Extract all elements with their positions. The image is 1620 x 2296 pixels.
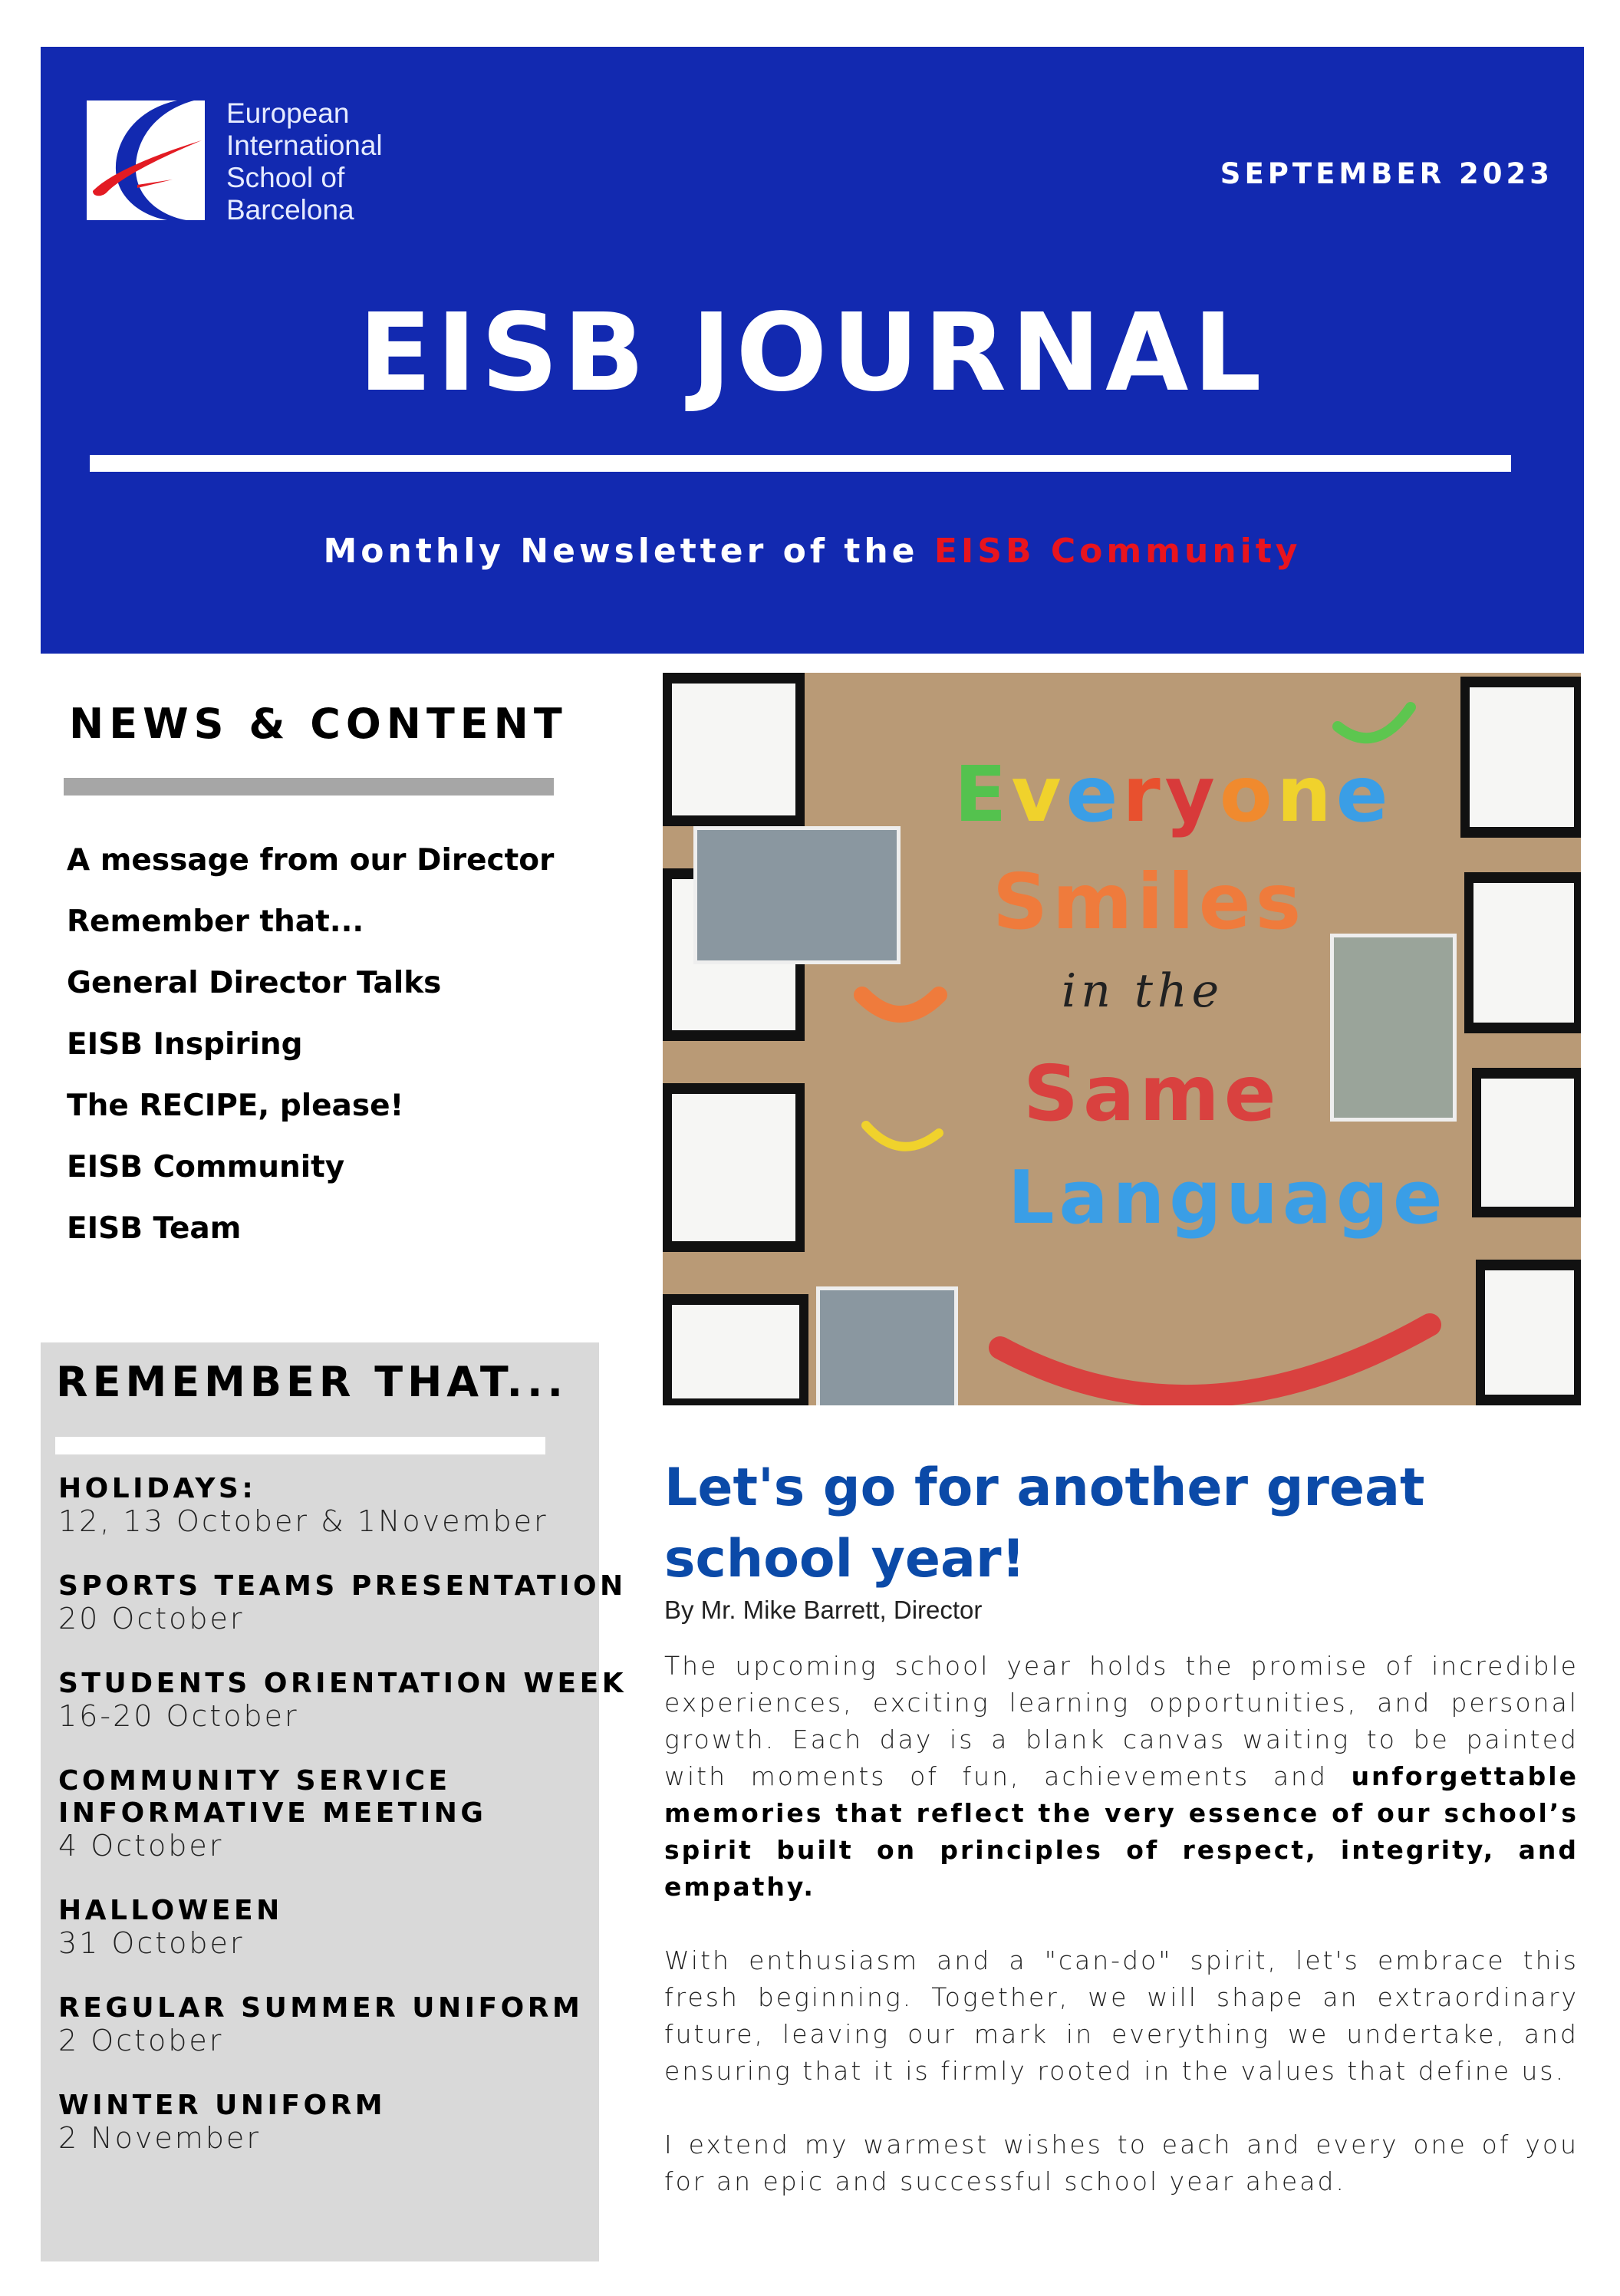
news-item-eisb-team[interactable]: EISB Team bbox=[67, 1211, 242, 1246]
event-item bbox=[58, 1765, 595, 1862]
masthead bbox=[41, 47, 1584, 654]
news-item-general-director-talks[interactable]: General Director Talks bbox=[67, 966, 442, 1000]
school-name-line: School of bbox=[226, 162, 345, 193]
subtitle bbox=[41, 532, 1584, 571]
event-item bbox=[58, 1473, 595, 1537]
event-date: 16-20 October bbox=[58, 1699, 299, 1733]
event-name: INFORMATIVE MEETING bbox=[58, 1797, 487, 1829]
remember-title: REMEMBER THAT... bbox=[56, 1358, 568, 1406]
news-divider bbox=[64, 778, 554, 796]
event-date: 4 October bbox=[58, 1829, 224, 1863]
event-item bbox=[58, 1668, 627, 1733]
article-paragraph bbox=[664, 1648, 1579, 1906]
event-item bbox=[58, 2090, 595, 2154]
event-date: 2 November bbox=[58, 2121, 261, 2155]
event-name: HOLIDAYS: bbox=[58, 1473, 257, 1504]
news-contents-list bbox=[67, 830, 604, 1260]
paint-word-same: Same bbox=[1023, 1049, 1281, 1138]
subtitle-prefix: Monthly Newsletter of the bbox=[323, 532, 934, 571]
event-date: 2 October bbox=[58, 2024, 224, 2057]
news-section-title: NEWS & CONTENT bbox=[69, 700, 568, 748]
event-date: 20 October bbox=[58, 1602, 245, 1636]
news-item-director-message[interactable]: A message from our Director bbox=[67, 843, 555, 878]
news-item-eisb-community[interactable]: EISB Community bbox=[67, 1150, 345, 1184]
paint-word-smiles: Smiles bbox=[993, 857, 1306, 947]
paragraph-text: The upcoming school year holds the promise of incredible experiences, exciting learning opportunities, and personal growth. Each day is a blank canvas waiting to be painted with moments of fun, achievements and bbox=[664, 1651, 1579, 1791]
classroom-photo bbox=[663, 673, 1581, 1405]
article-body bbox=[664, 1648, 1579, 2237]
event-date: 12, 13 October & 1November bbox=[58, 1504, 548, 1538]
news-item-eisb-inspiring[interactable]: EISB Inspiring bbox=[67, 1027, 303, 1062]
paint-word-in-the: in the bbox=[1062, 964, 1224, 1018]
event-name: STUDENTS ORIENTATION WEEK bbox=[58, 1668, 627, 1699]
remember-divider bbox=[55, 1437, 545, 1454]
remember-that-panel bbox=[41, 1342, 627, 2261]
event-item bbox=[58, 1895, 595, 1959]
paint-word-language: Language bbox=[1008, 1156, 1447, 1240]
school-name-line: European bbox=[226, 97, 350, 129]
event-name: HALLOWEEN bbox=[58, 1895, 283, 1926]
issue-date: SEPTEMBER 2023 bbox=[1220, 157, 1553, 190]
title-divider bbox=[90, 455, 1511, 472]
paint-word-everyone: Everyone bbox=[954, 749, 1393, 839]
event-item bbox=[58, 1992, 595, 2057]
event-name: SPORTS TEAMS PRESENTATION bbox=[58, 1570, 627, 1602]
school-logo-icon bbox=[87, 100, 205, 220]
article-paragraph: I extend my warmest wishes to each and every one of you for an epic and successful school year ahead. bbox=[664, 2130, 1579, 2196]
event-name: REGULAR SUMMER UNIFORM bbox=[58, 1992, 584, 2024]
school-name-line: Barcelona bbox=[226, 194, 354, 226]
article-paragraph: With enthusiasm and a "can-do" spirit, let's embrace this fresh beginning. Together, we will shape an extraordinary future, leaving our mark in everything we undertake, and ensuring that it is firmly rooted in the values that define us. bbox=[664, 1945, 1579, 2086]
school-name bbox=[226, 97, 383, 226]
event-name: COMMUNITY SERVICE bbox=[58, 1765, 451, 1797]
event-item bbox=[58, 1570, 627, 1636]
paragraph-emphasis: unforgettable memories that reflect the very essence of our school’s spirit built on principles of respect, integrity, and empathy. bbox=[664, 1761, 1579, 1902]
painted-smiles-icon bbox=[663, 673, 1581, 1405]
event-date: 31 October bbox=[58, 1926, 245, 1960]
journal-title: EISB JOURNAL bbox=[358, 291, 1266, 416]
article-byline: By Mr. Mike Barrett, Director bbox=[664, 1596, 983, 1624]
news-item-recipe[interactable]: The RECIPE, please! bbox=[67, 1089, 404, 1123]
article-headline: Let's go for another great school year! bbox=[664, 1458, 1425, 1589]
subtitle-accent: EISB Community bbox=[933, 532, 1302, 571]
events-list bbox=[58, 1473, 627, 2187]
event-name: WINTER UNIFORM bbox=[58, 2090, 387, 2121]
school-name-line: International bbox=[226, 130, 383, 161]
news-item-remember-that[interactable]: Remember that... bbox=[67, 904, 364, 939]
